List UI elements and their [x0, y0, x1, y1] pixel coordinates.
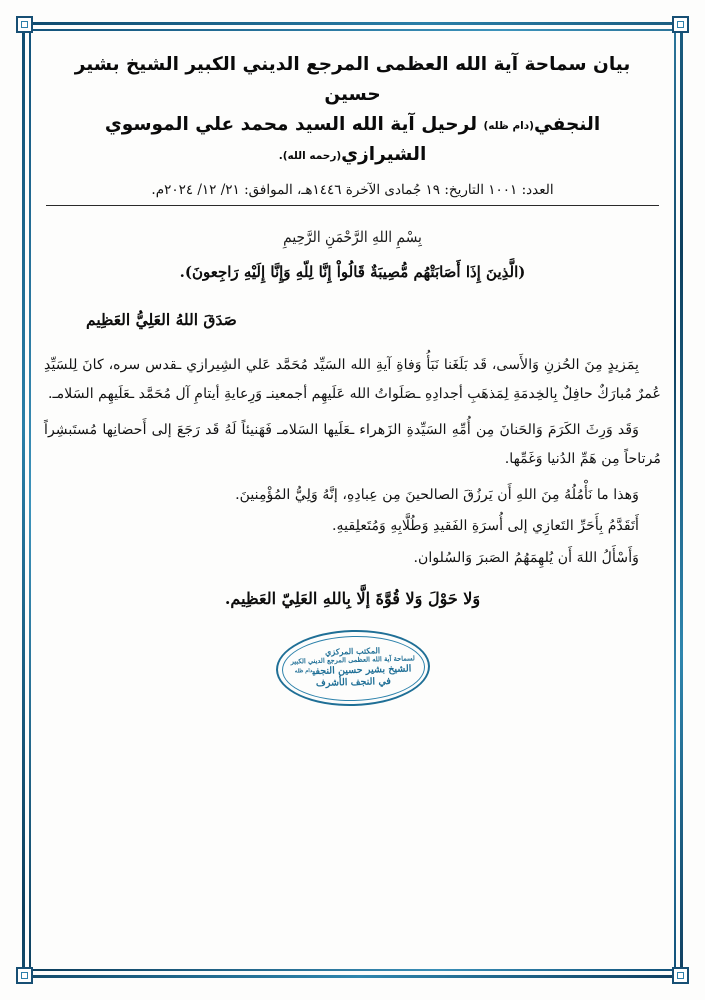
body-paragraph: وَقَد وَرِثَ الكَرَمَ وَالحَنانَ مِن أُمِّهِ السَيِّدةِ الزَهراء ـعَلَيها السَلامـ فَهَنيئاً لَهُ قَد رَجَعَ إلى أَحضانِها مُستَبشِراً مُرتاحاً مِن هَمِّ الدُنيا وَغَمِّها.: [44, 422, 661, 468]
body-paragraph: بِمَزيدٍ مِنَ الحُزنِ وَالأَسى، قَد بَلَغَنا نَبَأُ وَفاةِ آيةِ الله السَيِّد مُحَمَّد عَلي الشِيرازي ـقدس سره، كانَ لِلسَيِّدِ عُمرٌ مُبارَكٌ حافِلٌ بِالخِدمَةِ لِمَذهَبِ أجدادِهِ ـصَلَواتُ الله عَلَيهِم أجمعينـ وَرِعايةِ أيتامِ آل مُحَمَّد ـعَلَيهِم السَلامـ.: [44, 356, 661, 402]
headline-line-1: بيان سماحة آية الله العظمى المرجع الديني الكبير الشيخ بشير حسين: [74, 54, 631, 105]
corner-ornament-bottom-right: [672, 967, 689, 984]
headline-subject: لرحيل آية الله السيد محمد علي الموسوي الشيرازي: [104, 113, 484, 165]
seal-office-line: المكتب المركزي: [324, 645, 380, 657]
document-content: [44, 40, 661, 960]
seal-container: [44, 630, 661, 706]
headline-honorific-2: (رحمه الله).: [278, 149, 342, 162]
headline-shaykh-name: النجفي: [533, 113, 601, 135]
closing-invocation: وَلا حَوْلَ وَلا قُوَّةَ إلَّا بِاللهِ العَلِيّ العَظِيم.: [224, 588, 481, 608]
seal-location-line: في النجف الأشرف: [315, 675, 391, 689]
seal-name-text: الشيخ بشير حسين النجفي: [311, 662, 411, 677]
headline-honorific-1: (دام ظله): [483, 119, 534, 132]
verse-attribution: صَدَقَ اللهُ العَلِيُّ العَظِيم: [86, 309, 237, 329]
corner-ornament-bottom-left: [16, 967, 33, 984]
quranic-verse: (الَّذِينَ إِذَا أَصَابَتْهُم مُّصِيبَةٌ قَالُواْ إِنَّا لِلّهِ وَإِنَّا إِلَيْهِ رَاجِعونَ).: [179, 263, 526, 282]
header-divider-rule: [46, 205, 659, 207]
corner-ornament-top-right: [672, 16, 689, 33]
document-headline: [44, 40, 661, 170]
document-meta-line: [44, 182, 661, 198]
body-paragraph: وَأَسْأَلُ اللهَ أَن يُلهِمَهُمُ الصَبرَ وَالسُلوان.: [413, 549, 639, 566]
official-seal-stamp: [275, 628, 431, 708]
gregorian-date: ٢١/ ١٢/ ٢٠٢٤م.: [151, 181, 240, 198]
seal-honorific: دام ظله: [294, 667, 313, 674]
date-label: التاريخ:: [444, 181, 484, 198]
issue-number: ١٠٠١: [488, 181, 518, 198]
corner-ornament-top-left: [16, 16, 33, 33]
headline-line-2: [50, 110, 655, 170]
basmala-calligraphy: بِسْمِ اللهِ الرَّحْمَنِ الرَّحِيمِ: [283, 228, 422, 247]
hijri-date: ١٩ جُمادى الآخرة ١٤٤٦هـ،: [297, 181, 441, 198]
seal-title-line: لسماحة آية الله العظمى المرجع الديني الكبير: [290, 654, 415, 666]
issue-label: العدد:: [521, 181, 554, 198]
body-paragraph: وَهذا ما نَأْمُلُهُ مِنَ اللهِ أَن يَرزُقَ الصالحينَ مِن عِبادِهِ، إنَّهُ وَلِيُّ المُؤْمِنينَ.: [235, 487, 639, 504]
gregorian-label: الموافق:: [244, 181, 293, 198]
body-paragraph: أَتَقَدَّمُ بِأَحَرِّ التَعازِي إلى أُسرَةِ الفَقيدِ وَطُلَّابِهِ وَمُتَعلِقيهِ.: [332, 518, 639, 535]
document-body: [44, 351, 661, 573]
seal-name-line: [294, 664, 411, 677]
